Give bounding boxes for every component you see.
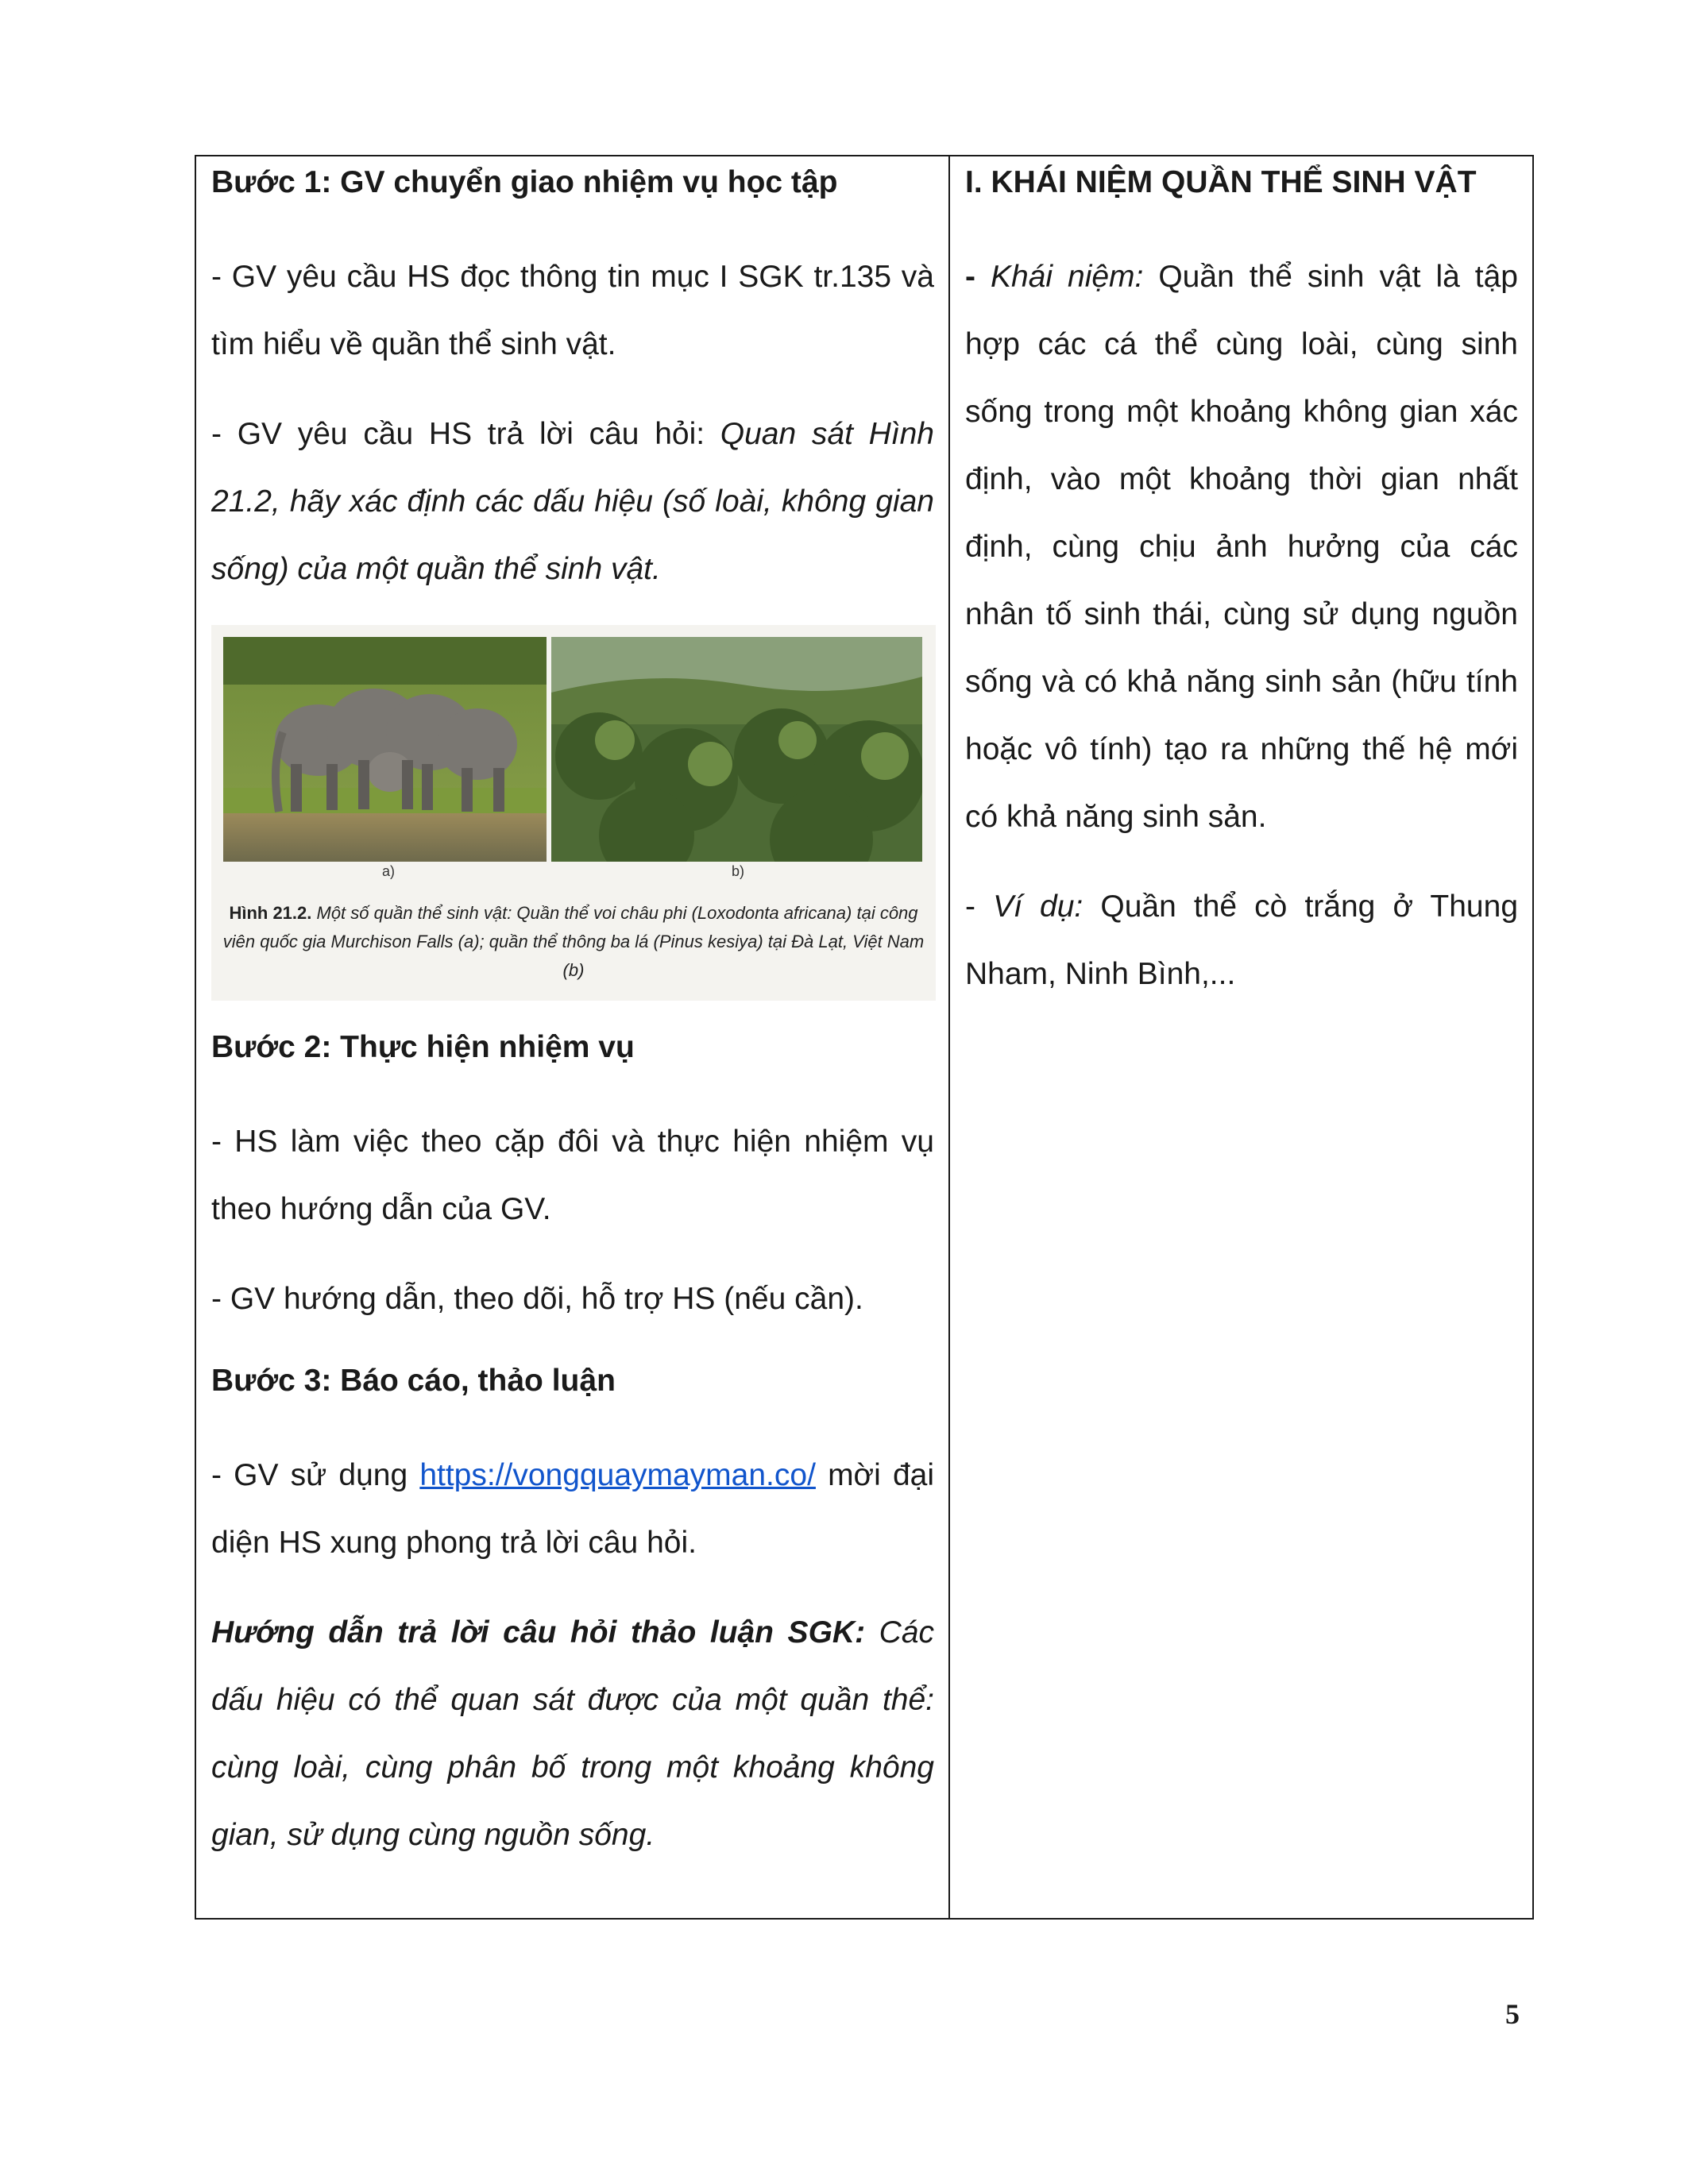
wheel-link[interactable]: https://vongquaymayman.co/ [419, 1458, 816, 1492]
section-heading: I. KHÁI NIỆM QUẦN THỂ SINH VẬT [965, 165, 1477, 199]
pine-forest-photo [551, 637, 922, 862]
step3-p1-prefix: - GV sử dụng [211, 1458, 420, 1492]
step2-paragraph-2: - GV hướng dẫn, theo dõi, hỗ trợ HS (nếu cần). [211, 1282, 863, 1316]
concept-label: Khái niệm: [990, 260, 1144, 294]
step2-paragraph-1: - HS làm việc theo cặp đôi và thực hiện nhiệm vụ theo hướng dẫn của GV. [211, 1125, 934, 1226]
step1-p2-question: Quan sát Hình 21.2, hãy xác định các dấu hiệu (số loài, không gian sống) của một quần thể sinh vật. [211, 417, 934, 586]
concept-dash: - [965, 260, 991, 294]
figure-21-2 [211, 625, 936, 1001]
step3-p1-suffix: mời đại diện HS xung phong trả lời câu hỏi. [211, 1458, 934, 1560]
page-number: 5 [1505, 1998, 1520, 2030]
step3-paragraph-1 [211, 1441, 934, 1576]
activity-column [196, 156, 950, 1918]
example-paragraph [965, 873, 1518, 1008]
figure-caption-number: Hình 21.2. [229, 903, 312, 923]
step3-title: Bước 3: Báo cáo, thảo luận [211, 1364, 616, 1398]
elephant-photo [223, 637, 547, 862]
guide-paragraph [211, 1599, 934, 1869]
guide-label: Hướng dẫn trả lời câu hỏi thảo luận SGK: [211, 1615, 866, 1650]
figure-label-a: a) [382, 863, 396, 879]
content-column [950, 156, 1532, 1918]
figure-caption [211, 899, 936, 985]
example-text: Quần thể cò trắng ở Thung Nham, Ninh Bình,... [965, 889, 1519, 991]
step2-title: Bước 2: Thực hiện nhiệm vụ [211, 1030, 635, 1064]
guide-text: Các dấu hiệu có thể quan sát được của một quần thể: cùng loài, cùng phân bố trong một khoảng không gian, sử dụng cùng nguồn sống. [211, 1615, 934, 1852]
figure-label-b: b) [732, 863, 745, 879]
concept-paragraph [965, 243, 1518, 851]
concept-text: Quần thể sinh vật là tập hợp các cá thể cùng loài, cùng sinh sống trong một khoảng không gian xác định, vào một khoảng thời gian nhất định, cùng chịu ảnh hưởng của các nhân tố sinh thái, cùng sử dụng nguồn sống và có khả năng sinh sản (hữu tính hoặc vô tính) tạo ra những thế hệ mới có khả năng sinh sản. [965, 260, 1518, 834]
step1-title: Bước 1: GV chuyển giao nhiệm vụ học tập [211, 165, 838, 199]
figure-caption-text: Một số quần thể sinh vật: Quần thể voi châu phi (Loxodonta africana) tại công viên quốc gia Murchison Falls (a); quần thể thông ba lá (Pinus kesiya) tại Đà Lạt, Việt Nam (b) [222, 903, 925, 980]
example-dash: - [965, 889, 994, 924]
lesson-table [195, 155, 1534, 1920]
step1-p2-prefix: - GV yêu cầu HS trả lời câu hỏi: [211, 417, 720, 451]
step1-paragraph-1: - GV yêu cầu HS đọc thông tin mục I SGK tr.135 và tìm hiểu về quần thể sinh vật. [211, 260, 934, 361]
example-label: Ví dụ: [993, 889, 1083, 924]
step1-paragraph-2 [211, 400, 934, 603]
